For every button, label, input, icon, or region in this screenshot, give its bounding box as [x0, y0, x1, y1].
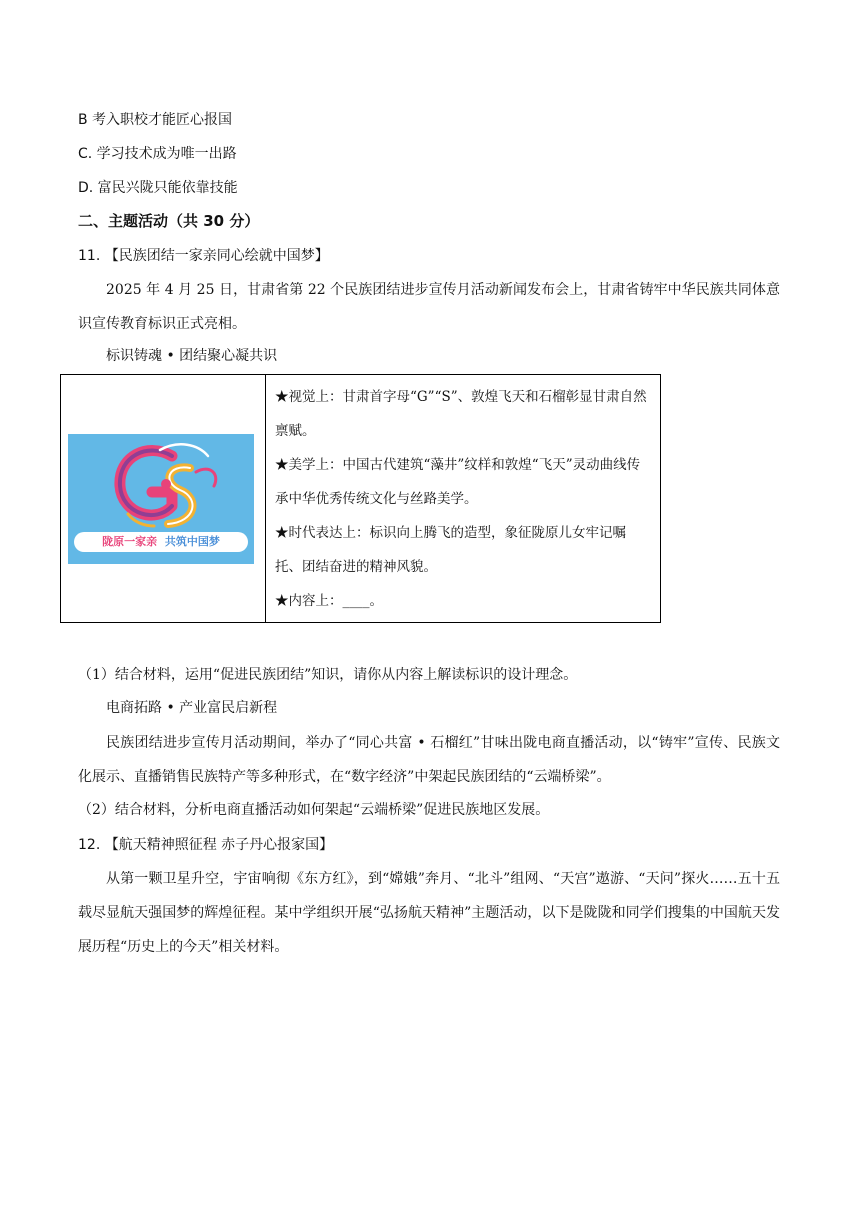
q11-subheading-emblem: 标识铸魂 • 团结聚心凝共识 [106, 348, 278, 364]
option-b: B 考入职校才能匠心报国 [78, 112, 233, 128]
emblem-item-era: ★时代表达上：标识向上腾飞的造型，象征陇原儿女牢记嘱托、团结奋进的精神风貌。 [275, 524, 626, 575]
q12-title: 12. 【航天精神照征程 赤子丹心报家国】 [78, 837, 334, 853]
q11-title: 11. 【民族团结一家亲同心绘就中国梦】 [78, 248, 329, 264]
section-heading: 二、主题活动（共 30 分） [78, 212, 260, 230]
q11-question-1: （1）结合材料，运用“促进民族团结”知识，请你从内容上解读标识的设计理念。 [78, 667, 578, 683]
q12-material: 从第一颗卫星升空，宇宙响彻《东方红》，到“嫦娥”奔月、“北斗”组网、“天宫”遨游、“天问”探火……五十五载尽显航天强国梦的辉煌征程。某中学组织开展“弘扬航天精神”主题活动，以下是陇陇和同学们搜集的中国航天发展历程“历史上的今天”相关材料。 [78, 871, 780, 955]
emblem-banner-left: 陇原一家亲 [102, 534, 158, 548]
emblem-banner [74, 532, 248, 552]
emblem-description-cell [266, 375, 661, 623]
q11-material-ecommerce: 民族团结进步宣传月活动期间，举办了“同心共富 • 石榴红”甘味出陇电商直播活动，以“铸牢”宣传、民族文化展示、直播销售民族特产等多种形式，在“数字经济”中架起民族团结的“云端桥梁”。 [78, 735, 780, 785]
q11-intro: 2025 年 4 月 25 日，甘肃省第 22 个民族团结进步宣传月活动新闻发布会上，甘肃省铸牢中华民族共同体意识宣传教育标识正式亮相。 [78, 282, 780, 332]
emblem-item-visual: ★视觉上：甘肃首字母“G”“S”、敦煌飞天和石榴彰显甘肃自然禀赋。 [275, 388, 647, 439]
emblem-item-aesthetic: ★美学上：中国古代建筑“藻井”纹样和敦煌“飞天”灵动曲线传承中华优秀传统文化与丝路美学。 [275, 456, 641, 507]
emblem-item-content: ★内容上：____。 [275, 592, 383, 609]
q11-question-2: （2）结合材料，分析电商直播活动如何架起“云端桥梁”促进民族地区发展。 [78, 802, 550, 818]
option-c: C. 学习技术成为唯一出路 [78, 146, 237, 162]
option-d: D. 富民兴陇只能依靠技能 [78, 180, 238, 196]
emblem-image-cell [61, 375, 266, 623]
emblem-banner-right: 共筑中国梦 [164, 534, 220, 548]
q11-subheading-ecommerce: 电商拓路 • 产业富民启新程 [106, 700, 278, 716]
emblem-table [60, 374, 661, 623]
emblem-logo [68, 434, 254, 564]
